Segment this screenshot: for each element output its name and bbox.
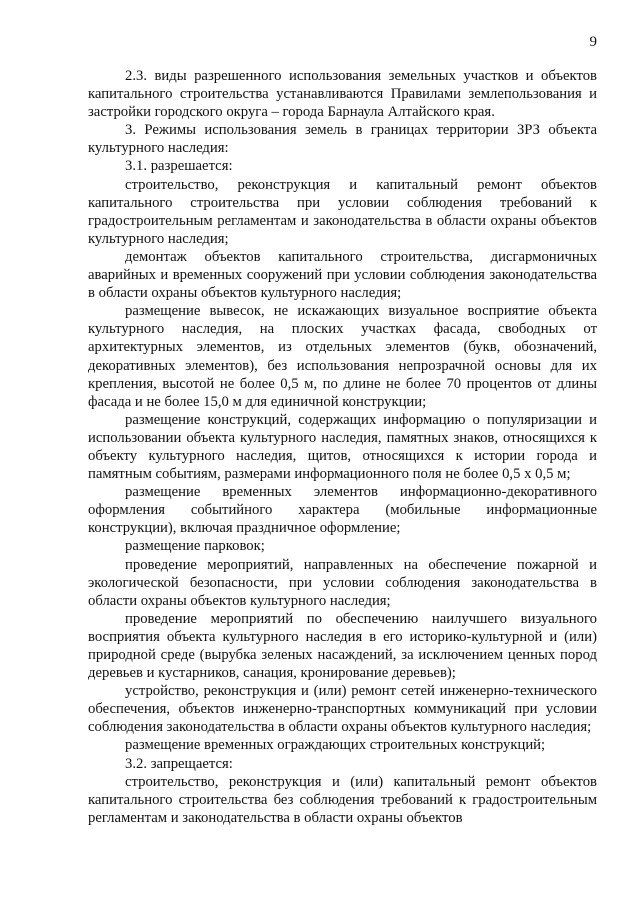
list-item: размещение временных элементов информационно-декоративного оформления событийного характера (мобильные информационные конструкции), включая праздничное оформление; xyxy=(88,484,597,537)
list-item: строительство, реконструкция и капитальный ремонт объектов капитального строительства при условии соблюдения требований к градостроительным регламентам и законодательства в области охраны объектов культурного наследия; xyxy=(88,176,597,247)
list-item: размещение парковок; xyxy=(125,538,265,555)
document-body xyxy=(88,67,597,827)
paragraph-2-3: 2.3. виды разрешенного использования земельных участков и объектов капитального строительства устанавливаются Правилами землепользования и застройки городского округа – города Барнаула Алтайского края. xyxy=(88,68,597,121)
paragraph-3-heading: 3. Режимы использования земель в границах территории ЗРЗ объекта культурного наследия: xyxy=(88,122,597,157)
list-item: строительство, реконструкция и (или) капитальный ремонт объектов капитального строительства без соблюдения требований к градостроительным регламентам и законодательства в области охраны объектов xyxy=(88,773,597,826)
list-item: устройство, реконструкция и (или) ремонт сетей инженерно-технического обеспечения, объектов инженерно-транспортных коммуникаций при условии соблюдения законодательства в области охраны объектов культурного наследия; xyxy=(88,683,597,736)
list-item: демонтаж объектов капитального строительства, дисгармоничных аварийных и временных сооружений при условии соблюдения законодательства в области охраны объектов культурного наследия; xyxy=(88,248,597,302)
list-item: проведение мероприятий, направленных на обеспечение пожарной и экологической безопасности, при условии соблюдения законодательства в области охраны объектов культурного наследия; xyxy=(88,556,597,609)
page-number: 9 xyxy=(589,34,597,50)
list-item: размещение временных ограждающих строительных конструкций; xyxy=(125,737,546,754)
list-item: размещение вывесок, не искажающих визуальное восприятие объекта культурного наследия, на плоских участках фасада, свободных от архитектурных элементов, из отдельных элементов (букв, обозначений, декоративных элементов), без использования непрозрачной основы для их крепления, высотой не более 0,5 м, по длине не более 70 процентов от длины фасада и не более 15,0 м для единичной конструкции; xyxy=(88,303,597,410)
list-item: размещение конструкций, содержащих информацию о популяризации и использовании объекта культурного наследия, памятных знаков, относящихся к объекту культурного наследия, щитов, относящихся к истории города и памятным событиям, размерами информационного поля не более 0,5 х 0,5 м; xyxy=(88,411,597,483)
paragraph-3-1-heading: 3.1. разрешается: xyxy=(125,158,233,175)
paragraph-3-2-heading: 3.2. запрещается: xyxy=(125,755,233,772)
list-item: проведение мероприятий по обеспечению наилучшего визуального восприятия объекта культурного наследия в его историко-культурной и (или) природной среде (вырубка зеленых насаждений, за исключением ценных пород деревьев и кустарников, санация, кронирование деревьев); xyxy=(88,610,597,682)
